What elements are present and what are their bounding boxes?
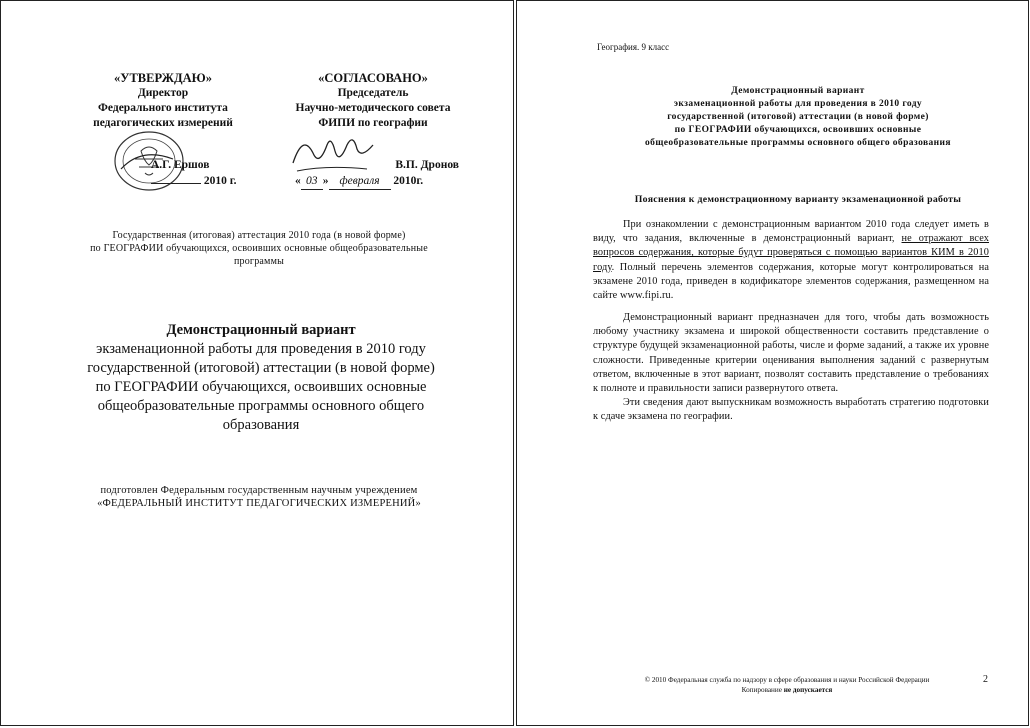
- paragraph-1-text-b: . Полный перечень элементов содержания, которые могут контролироваться на экзамене 2010 года, приведен в кодификаторе элементов содержания, размещенном на сайте www.fipi.ru.: [593, 261, 989, 302]
- main-title: [61, 321, 461, 435]
- copyright-notice: © 2010 Федеральная служба по надзору в сфере образования и науки Российской Федерации: [644, 676, 930, 684]
- agree-org-line-1: Научно-методического совета: [295, 102, 451, 114]
- agree-stamp: [275, 71, 471, 131]
- approve-org-line-2: педагогических измерений: [93, 117, 233, 129]
- prepared-line-2: «ФЕДЕРАЛЬНЫЙ ИНСТИТУТ ПЕДАГОГИЧЕСКИХ ИЗМЕРЕНИЙ»: [97, 498, 421, 509]
- attestation-line-2: по ГЕОГРАФИИ обучающихся, освоивших основные общеобразовательные: [90, 243, 428, 254]
- attestation-note: [41, 229, 477, 268]
- main-title-line-2: государственной (итоговой) аттестации (в новой форме): [87, 360, 435, 376]
- main-title-line-1: экзаменационной работы для проведения в 2010 году: [96, 341, 426, 357]
- copy-notice-prefix: Копирование: [741, 686, 784, 694]
- agree-day: 03: [301, 173, 323, 190]
- demo-title-line-5: общеобразовательные программы основного общего образования: [645, 138, 951, 148]
- approval-block: [63, 71, 467, 189]
- agree-signer-name: В.П. Дронов: [395, 159, 459, 171]
- approve-stamp: [63, 71, 263, 131]
- paragraph-1-text-a: При ознакомлении с демонстрационным вариантом 2010 года следует иметь в виду, что задания, включенные в демонстрационный вариант,: [593, 219, 989, 245]
- agree-signature-row: В.П. Дронов « 03 » февраля 2010г.: [295, 157, 465, 190]
- demo-title-line-1: Демонстрационный вариант: [731, 86, 865, 96]
- demo-title-line-4: по ГЕОГРАФИИ обучающихся, освоивших основные: [674, 125, 922, 135]
- approve-signer-name: А.Г. Ершов: [151, 159, 210, 171]
- page-number: 2: [983, 674, 988, 685]
- demo-title-line-2: экзаменационной работы для проведения в 2010 году: [673, 99, 923, 109]
- approve-org-line-1: Федерального института: [98, 102, 228, 114]
- copy-notice-bold: не допускается: [783, 686, 833, 694]
- demo-title: [593, 85, 1003, 150]
- page-footer: [597, 675, 977, 695]
- approve-heading: «УТВЕРЖДАЮ»: [114, 71, 212, 85]
- title-page: [0, 0, 514, 726]
- main-title-line-3: по ГЕОГРАФИИ обучающихся, освоивших основные: [95, 379, 427, 395]
- attestation-line-1: Государственная (итоговая) аттестация 2010 года (в новой форме): [112, 230, 406, 241]
- main-title-line-5: образования: [222, 417, 300, 433]
- main-title-heading: Демонстрационный вариант: [166, 322, 356, 338]
- explanations-heading: Пояснения к демонстрационному варианту экзаменационной работы: [634, 194, 962, 205]
- main-title-line-4: общеобразовательные программы основного общего: [97, 398, 425, 414]
- explanations-page: [516, 0, 1029, 726]
- agree-date: 2010г.: [393, 175, 424, 187]
- agree-heading: «СОГЛАСОВАНО»: [318, 71, 428, 85]
- approve-date: 2010 г.: [203, 175, 237, 187]
- paragraph-2-text: Демонстрационный вариант предназначен для того, чтобы дать возможность любому участнику экзамена и широкой общественности составить представление о структуре будущей экзаменационной работы, числе и форме заданий, а также их уровне сложности. Приведенные критерии оценивания выполнения заданий с развернутым ответом, включенные в этот вариант, позволят составить представление о требованиях к полноте и правильности записи развернутого ответа.: [593, 312, 989, 395]
- agree-position: Председатель: [337, 87, 409, 99]
- agree-org-line-2: ФИПИ по географии: [318, 117, 428, 129]
- paragraph-1: [593, 218, 989, 303]
- approve-position: Директор: [137, 87, 189, 99]
- subject-header: География. 9 класс: [597, 42, 670, 52]
- approve-signature-row: [151, 157, 269, 189]
- prepared-line-1: подготовлен Федеральным государственным научным учреждением: [100, 485, 418, 496]
- demo-title-line-3: государственной (итоговой) аттестации (в новой форме): [667, 112, 929, 122]
- prepared-by: [41, 484, 477, 510]
- paragraph-1-underlined: не отражают всех вопросов содержания, которые будут проверяться с помощью вариантов КИМ в 2010 году: [593, 233, 989, 273]
- attestation-line-3: программы: [233, 256, 285, 267]
- paragraph-2: [593, 311, 989, 425]
- agree-month: февраля: [329, 173, 391, 190]
- paragraph-3-text: Эти сведения дают выпускникам возможность выработать стратегию подготовки к сдаче экзамена по географии.: [593, 397, 989, 423]
